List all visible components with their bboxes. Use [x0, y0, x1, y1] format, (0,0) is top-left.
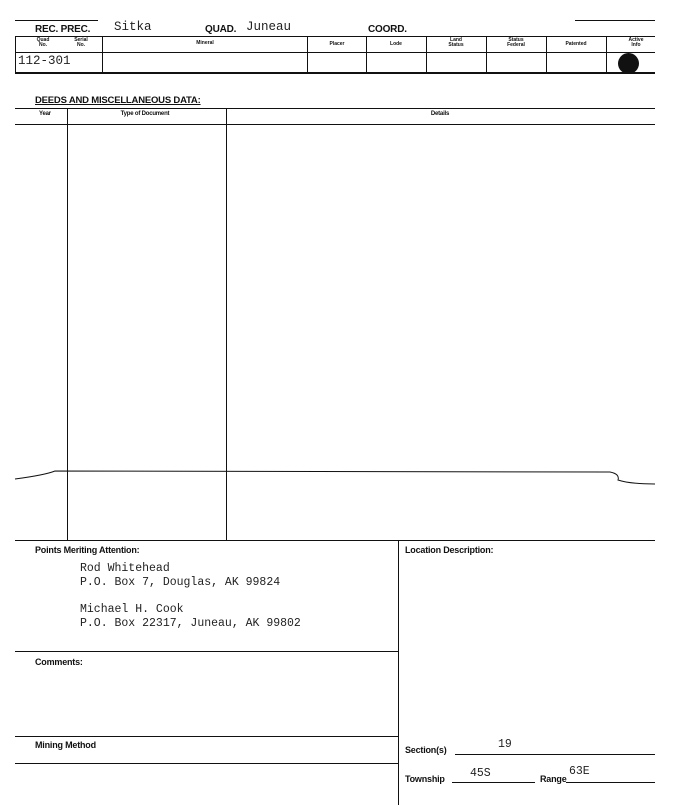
- contact-address: P.O. Box 7, Douglas, AK 99824: [80, 576, 281, 589]
- rule: [398, 540, 399, 805]
- col-land-status: Land Status: [448, 37, 464, 48]
- rule: [15, 108, 655, 109]
- deeds-title: DEEDS AND MISCELLANEOUS DATA:: [35, 95, 201, 106]
- col-details: Details: [430, 111, 450, 117]
- col-status-federal: Status Federal: [507, 37, 525, 48]
- col-lode: Lode: [390, 41, 402, 47]
- col-type-of-document: Type of Document: [120, 111, 170, 117]
- col-patented: Patented: [565, 41, 587, 47]
- page-fold-line: [0, 462, 678, 492]
- range-label: Range: [540, 774, 567, 784]
- range-value: 63E: [569, 765, 590, 778]
- col-mineral: Mineral: [196, 40, 214, 46]
- rec-prec-label: REC. PREC.: [35, 24, 91, 35]
- quad-label: QUAD.: [205, 24, 237, 35]
- rule: [15, 36, 655, 37]
- rule: [15, 52, 655, 53]
- township-field-line: [452, 782, 535, 783]
- rule: [546, 36, 547, 72]
- rule: [15, 36, 16, 72]
- section-label: Section(s): [405, 745, 447, 755]
- rec-prec-value: Sitka: [114, 20, 152, 34]
- rule: [606, 36, 607, 72]
- active-dot-icon: [618, 53, 639, 74]
- col-active-info: Active Info: [628, 37, 644, 48]
- mining-method-label: Mining Method: [35, 740, 96, 750]
- rule: [426, 36, 427, 72]
- section-value: 19: [498, 738, 512, 751]
- rule: [15, 651, 398, 652]
- rule: [307, 36, 308, 72]
- points-label: Points Meriting Attention:: [35, 545, 140, 555]
- contact-name: Michael H. Cook: [80, 603, 184, 616]
- quad-value: Juneau: [246, 20, 292, 34]
- rule: [366, 36, 367, 72]
- rule: [102, 36, 103, 72]
- col-serial-no: Serial No.: [74, 37, 88, 48]
- col-year: Year: [39, 111, 51, 117]
- col-quad-no: Quad No.: [36, 37, 50, 48]
- location-label: Location Description:: [405, 545, 494, 555]
- range-field-line: [566, 782, 655, 783]
- rule: [15, 20, 98, 21]
- comments-label: Comments:: [35, 657, 83, 667]
- record-number: 112-301: [18, 54, 71, 68]
- township-label: Township: [405, 774, 445, 784]
- rule: [15, 540, 655, 541]
- rule: [15, 763, 398, 764]
- contact-name: Rod Whitehead: [80, 562, 170, 575]
- rule: [486, 36, 487, 72]
- rule: [575, 20, 655, 21]
- rule: [15, 124, 655, 125]
- rule: [15, 736, 398, 737]
- contact-address: P.O. Box 22317, Juneau, AK 99802: [80, 617, 301, 630]
- col-placer: Placer: [329, 41, 345, 47]
- rule: [15, 72, 655, 74]
- section-field-line: [455, 754, 655, 755]
- coord-label: COORD.: [368, 24, 407, 35]
- township-value: 45S: [470, 767, 491, 780]
